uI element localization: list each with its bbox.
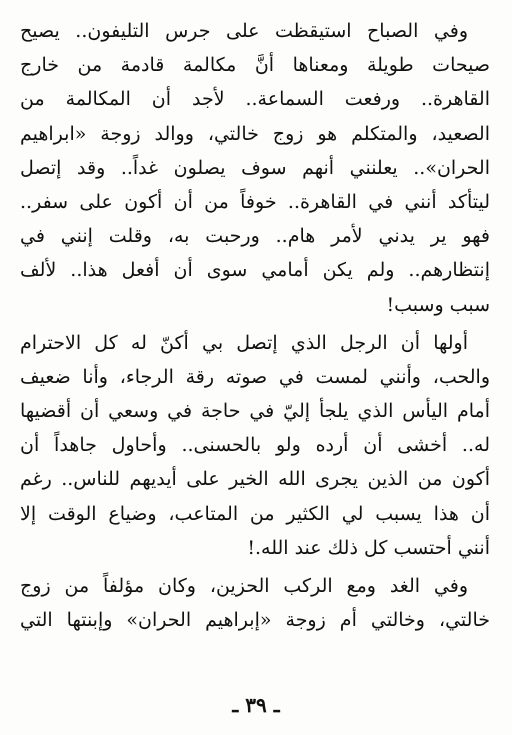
text-line: أنني أحتسب كل ذلك عند الله.! — [247, 536, 490, 559]
text-line: إنتظارهم.. ولم يكن أمامي سوى أن أفعل هذا.. لألف — [20, 259, 490, 282]
text-line: أن هذا يسبب لي الكثير من المتاعب، وضياع الوقت إلا — [20, 502, 490, 525]
body-text — [20, 14, 490, 637]
page-number: ـ ٣٩ ـ — [232, 693, 280, 717]
text-line: القاهرة.. ورفعت السماعة.. لأجد أن المكالمة من — [20, 88, 490, 111]
text-line: وفي الغد ومع الركب الحزين، وكان مؤلفاً من زوج — [20, 575, 468, 597]
text-line: أولها أن الرجل الذي إتصل بي أكنّ له كل الاحترام — [20, 331, 468, 354]
text-line: سبب وسبب! — [386, 293, 490, 316]
paragraph-2 — [20, 326, 490, 565]
text-line: الصعيد، والمتكلم هو زوج خالتي، ووالد زوجة «ابراهيم — [20, 122, 490, 145]
text-line: له.. أخشى أن أرده ولو بالحسنى.. وأحاول جاهداً أن — [20, 434, 490, 457]
text-line: صيحات طويلة ومعناها أنَّ مكالمة قادمة من خارج — [20, 54, 490, 77]
text-line: أمام اليأس الذي يلجأ إليّ في حاجة في وسعي أن أقضيها — [20, 400, 490, 423]
text-line: فهو ير يدني لأمر هام.. ورحبت به، وقلت إنني في — [20, 225, 490, 248]
text-line: والحب، وأنني لمست في صوته رقة الرجاء، وأنا ضعيف — [20, 365, 490, 388]
text-line: ليتأكد أنني في القاهرة.. خوفاً من أن أكون على سفر.. — [20, 190, 490, 213]
text-line: وفي الصباح استيقظت على جرس التليفون.. يصيح — [20, 20, 468, 42]
paragraph-3 — [20, 569, 490, 637]
text-line: خالتي، وخالتي أم زوجة «إبراهيم الحران» وإبنتها التي — [20, 609, 490, 632]
paragraph-1 — [20, 14, 490, 322]
text-line: الحران».. يعلنني أنهم سوف يصلون غداً.. وقد إتصل — [20, 156, 490, 179]
text-line: أكون من الذين يجرى الله الخير على أيديهم للناس.. رغم — [20, 468, 490, 491]
